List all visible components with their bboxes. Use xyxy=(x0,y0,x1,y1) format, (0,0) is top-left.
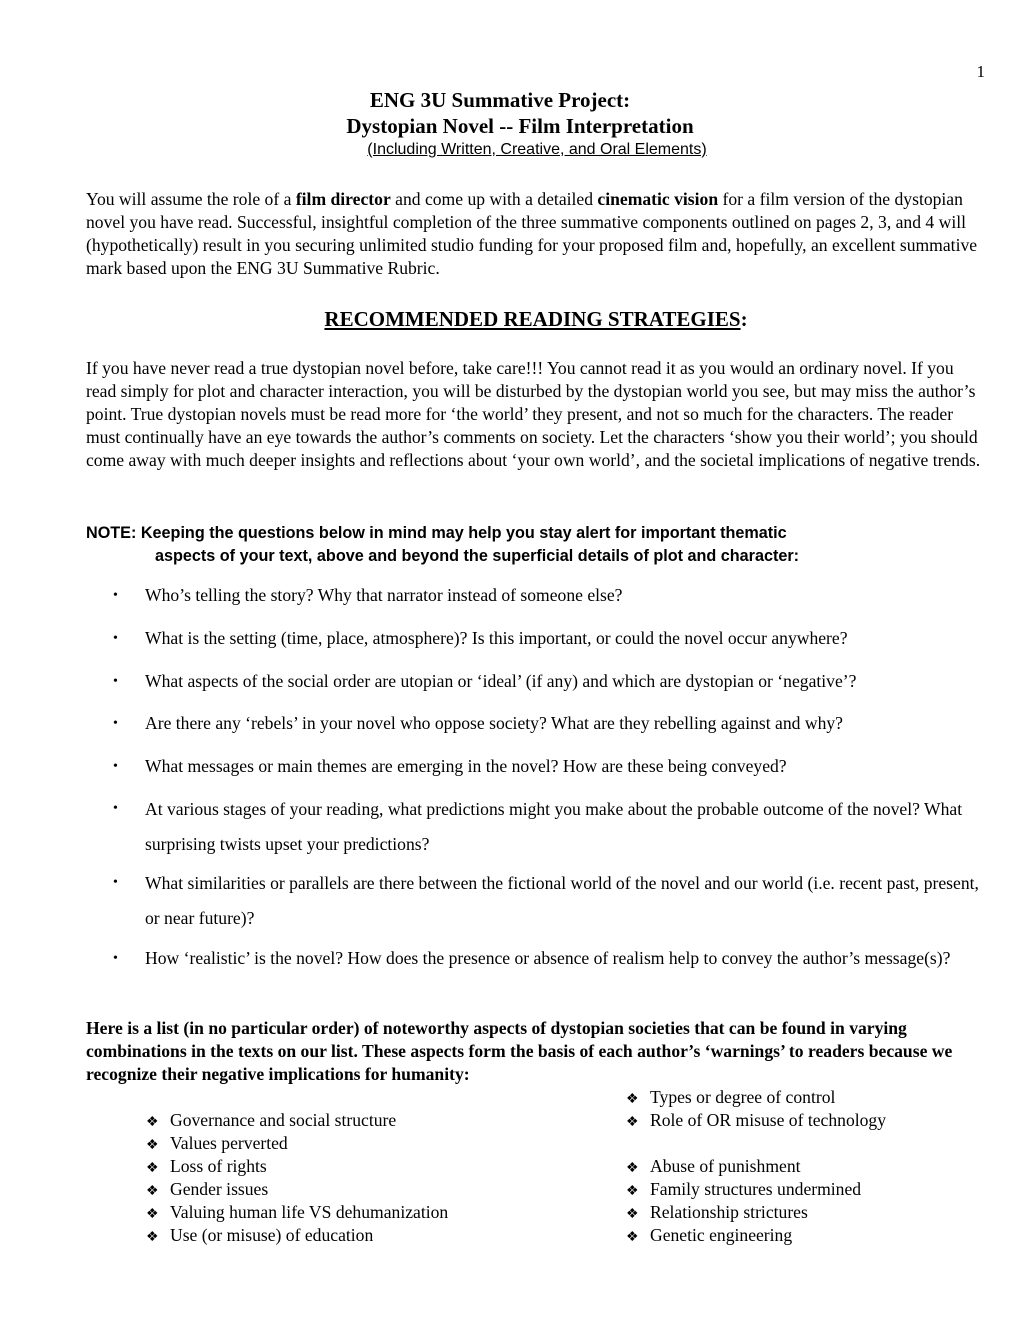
aspect-text: Types or degree of control xyxy=(650,1087,836,1107)
bullet-icon: • xyxy=(113,716,118,731)
diamond-bullet-icon: ❖ xyxy=(146,1138,159,1153)
question-item xyxy=(113,866,993,936)
bullet-icon: • xyxy=(113,674,118,689)
question-item xyxy=(113,947,993,970)
page-number: 1 xyxy=(976,62,985,81)
bullet-icon: • xyxy=(113,875,118,890)
intro-bold-film-director: film director xyxy=(295,189,391,209)
aspect-item-right xyxy=(626,1201,808,1226)
aspect-item-right xyxy=(626,1155,801,1180)
diamond-bullet-icon: ❖ xyxy=(146,1230,159,1245)
bullet-icon: • xyxy=(113,951,118,966)
diamond-bullet-icon: ❖ xyxy=(626,1230,639,1245)
question-text: Who’s telling the story? Why that narrator instead of someone else? xyxy=(145,585,623,605)
question-text: What messages or main themes are emerging in the novel? How are these being conveyed? xyxy=(145,756,787,776)
aspect-text: Genetic engineering xyxy=(650,1225,793,1245)
question-text: What aspects of the social order are utopian or ‘ideal’ (if any) and which are dystopian or ‘negative’? xyxy=(145,671,857,691)
aspect-item-left xyxy=(146,1224,373,1249)
aspect-text: Role of OR misuse of technology xyxy=(650,1110,887,1130)
aspects-intro: Here is a list (in no particular order) of noteworthy aspects of dystopian societies that can be found in varying combinations in the texts on our list. These aspects form the basis of each author’s ‘warnings’ to readers because we recognize their negative implications for humanity: xyxy=(86,1018,953,1084)
question-text: Are there any ‘rebels’ in your novel who oppose society? What are they rebelling against and why? xyxy=(145,713,843,733)
diamond-bullet-icon: ❖ xyxy=(146,1161,159,1176)
bullet-icon: • xyxy=(113,631,118,646)
aspect-text: Values perverted xyxy=(170,1133,288,1153)
intro-text-3: for a film version of the dystopian novel you have read. Successful, insightful completion of the three summative components outlined on pages 2, 3, and 4 will (hypothetically) result in you securing unlimited studio funding for your proposed film and, hopefully, an excellent summative mark based upon the ENG 3U Summative Rubric. xyxy=(86,189,978,278)
note-line-1: NOTE: Keeping the questions below in mind may help you stay alert for important thematic xyxy=(86,524,787,542)
aspect-text: Family structures undermined xyxy=(650,1179,862,1199)
aspect-item-left xyxy=(146,1155,267,1180)
section-heading xyxy=(0,307,1020,332)
intro-text-2: and come up with a detailed xyxy=(390,189,598,209)
intro-paragraph xyxy=(86,188,986,280)
question-item xyxy=(113,792,993,862)
diamond-bullet-icon: ❖ xyxy=(626,1207,639,1222)
question-item xyxy=(113,627,993,650)
heading-colon: : xyxy=(740,307,748,331)
bullet-icon: • xyxy=(113,801,118,816)
bullet-icon: • xyxy=(113,759,118,774)
aspect-item-left xyxy=(146,1109,396,1134)
question-text: How ‘realistic’ is the novel? How does the presence or absence of realism help to convey the author’s message(s)? xyxy=(145,948,951,968)
intro-bold-cinematic-vision: cinematic vision xyxy=(597,189,719,209)
diamond-bullet-icon: ❖ xyxy=(626,1092,639,1107)
heading-text: RECOMMENDED READING STRATEGIES xyxy=(324,307,741,331)
reading-paragraph: If you have never read a true dystopian novel before, take care!!! You cannot read it as you would an ordinary novel. If you read simply for plot and character interaction, you will be disturbed by the dystopian world you see, but may miss the author’s point. True dystopian novels must be read more for ‘the world’ they present, and not so much for the characters. The reader must continually have an eye towards the author’s comments on society. Let the characters ‘show you their world’; you should come away with much deeper insights and reflections about ‘your own world’, and the societal implications of negative trends. xyxy=(86,358,981,470)
question-item xyxy=(113,755,993,778)
question-item xyxy=(113,670,993,693)
intro-text-1: You will assume the role of a xyxy=(86,189,296,209)
question-item xyxy=(113,584,993,607)
aspect-item-right xyxy=(626,1178,861,1203)
aspect-item-left xyxy=(146,1132,288,1157)
question-text: What similarities or parallels are there between the fictional world of the novel and our world (i.e. recent past, present, or near future)? xyxy=(145,873,979,928)
aspect-item-right xyxy=(626,1224,792,1249)
aspect-text: Loss of rights xyxy=(170,1156,267,1176)
title-line-1: ENG 3U Summative Project: xyxy=(369,88,631,112)
aspect-text: Abuse of punishment xyxy=(650,1156,801,1176)
diamond-bullet-icon: ❖ xyxy=(146,1115,159,1130)
subtitle: (Including Written, Creative, and Oral Elements) xyxy=(367,141,707,158)
title-line-2: Dystopian Novel -- Film Interpretation xyxy=(346,114,694,138)
diamond-bullet-icon: ❖ xyxy=(626,1115,639,1130)
note-line-2: aspects of your text, above and beyond the superficial details of plot and character: xyxy=(155,547,800,565)
aspect-text: Governance and social structure xyxy=(170,1110,397,1130)
aspect-text: Valuing human life VS dehumanization xyxy=(170,1202,449,1222)
aspect-text: Use (or misuse) of education xyxy=(170,1225,374,1245)
aspect-item-left xyxy=(146,1201,448,1226)
note-block xyxy=(86,522,986,568)
diamond-bullet-icon: ❖ xyxy=(626,1184,639,1199)
diamond-bullet-icon: ❖ xyxy=(146,1184,159,1199)
diamond-bullet-icon: ❖ xyxy=(626,1161,639,1176)
question-item xyxy=(113,712,993,735)
diamond-bullet-icon: ❖ xyxy=(146,1207,159,1222)
aspect-item-right xyxy=(626,1086,835,1111)
aspect-text: Relationship strictures xyxy=(650,1202,808,1222)
aspect-item-left xyxy=(146,1178,268,1203)
question-text: What is the setting (time, place, atmosphere)? Is this important, or could the novel occur anywhere? xyxy=(145,628,848,648)
aspect-item-right xyxy=(626,1109,886,1134)
aspect-text: Gender issues xyxy=(170,1179,269,1199)
bullet-icon: • xyxy=(113,588,118,603)
question-text: At various stages of your reading, what predictions might you make about the probable outcome of the novel? What surprising twists upset your predictions? xyxy=(145,799,963,854)
